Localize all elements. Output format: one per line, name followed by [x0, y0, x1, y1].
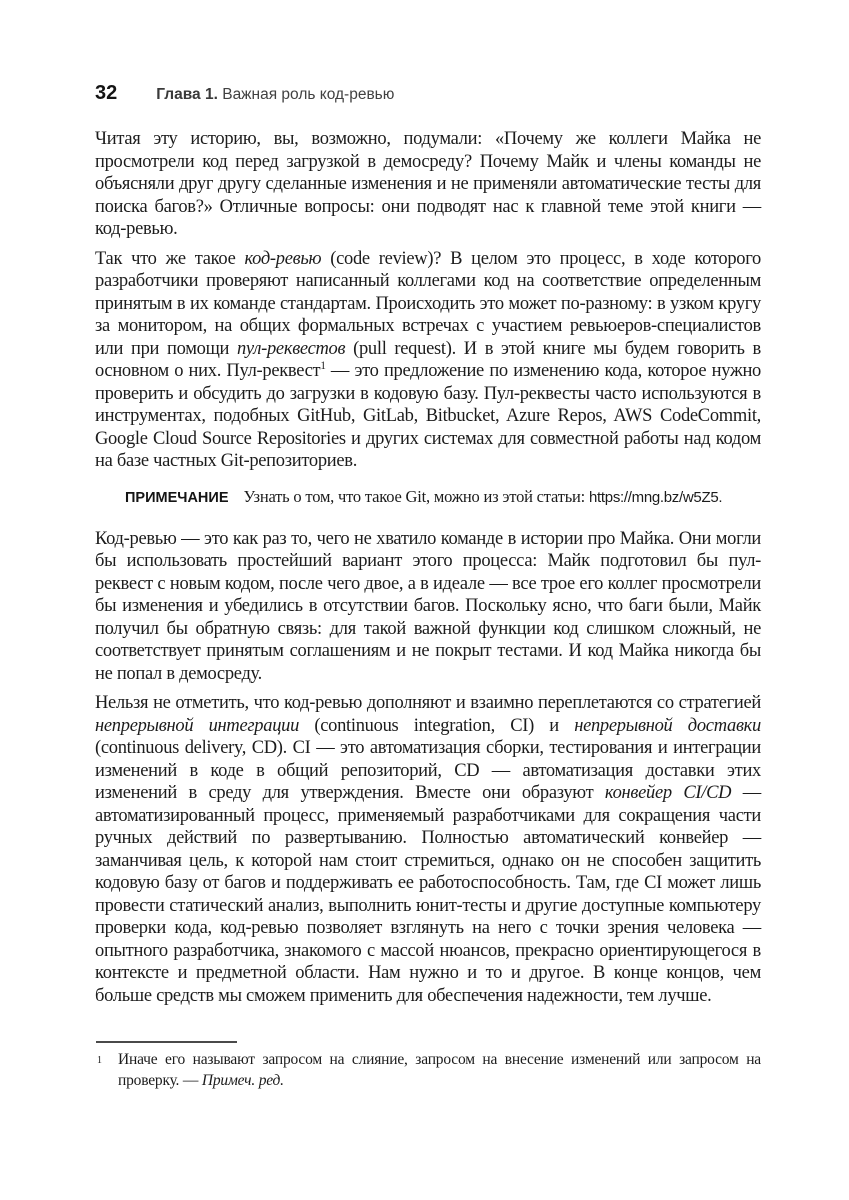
note-url: https://mng.bz/w5Z5: [589, 488, 719, 506]
footnote: [95, 1041, 761, 1091]
footnote-marker: 1: [97, 1055, 102, 1066]
running-header: [95, 82, 761, 105]
note-text: Узнать о том, что такое Git, можно из этой статьи:: [243, 486, 589, 506]
paragraph-ci-cd: Нельзя не отметить, что код-ревью дополняют и взаимно переплетаются со стратегией непрерывной интеграции (continuous integration, CI) и непрерывной доставки (continuous delivery, CD). CI — это автоматизация сборки, тестирования и интеграции изменений в коде в общий репозиторий, CD — автоматизация доставки этих изменений в среду для утверждения. Вместе они образуют конвейер CI/CD — автоматизированный процесс, применяемый разработчиками для сокращения части ручных действий по развертыванию. Полностью автоматический конвейер — заманчивая цель, к которой нам стоит стремиться, однако он не способен защитить кодовую базу от багов и поддерживать ее работоспособность. Там, где CI может лишь провести статический анализ, выполнить юнит-тесты и другие доступные компьютеру проверки кода, код-ревью позволяет взглянуть на него с точки зрения человека — опытного разработчика, знакомого с массой нюансов, прекрасно ориентирующегося в контексте и предметной области. Нам нужно и то и другое. В конце концов, чем больше средств мы сможем применить для обеспечения надежности, тем лучше.: [95, 693, 761, 1006]
page-body: [95, 128, 761, 1014]
paragraph-intro: Читая эту историю, вы, возможно, подумали: «Почему же коллеги Майка не просмотрели код перед загрузкой в демосреду? Почему Майк и члены команды не объясняли друг другу сделанные изменения и не применяли автоматические тесты для поиска багов?» Отличные вопросы: они подводят нас к главной теме этой книги — код-ревью.: [95, 129, 761, 239]
note-url-period: .: [718, 488, 723, 506]
note-label: ПРИМЕЧАНИЕ: [125, 489, 229, 506]
footnote-text: Иначе его называют запросом на слияние, запросом на внесение изменений или запросом на проверку. — Примеч. ред.: [118, 1051, 761, 1089]
footnote-rule: [96, 1041, 237, 1043]
page-number: 32: [95, 82, 118, 104]
chapter-heading: [156, 86, 394, 104]
paragraph-code-review-definition: Так что же такое код-ревью (code review)? В целом это процесс, в ходе которого разработчики проверяют написанный коллегами код на соответствие определенным принятым в их команде стандартам. Происходить это может по-разному: в узком кругу за монитором, на общих формальных встречах с участием ревьюеров-специалистов или при помощи пул-реквестов (pull request). И в этой книге мы будем говорить в основном о них. Пул-реквест$^1$ — это предложение по изменению кода, которое нужно проверить и обсудить до загрузки в кодовую базу. Пул-реквесты часто используются в инструментах, подобных GitHub, GitLab, Bitbucket, Azure Repos, AWS CodeCommit, Google Cloud Source Repositories и других системах для совместной работы над кодом на базе частных Git-репозиториев.: [95, 248, 762, 471]
chapter-label: Глава 1.: [156, 86, 218, 103]
chapter-title: Важная роль код-ревью: [217, 86, 395, 103]
footnote-body: [95, 1050, 761, 1091]
note-box: [125, 486, 761, 509]
paragraph-mike-story: Код-ревью — это как раз то, чего не хватило команде в истории про Майка. Они могли бы использовать простейший вариант этого процесса: Майк подготовил бы пул-реквест с новым кодом, после чего двое, а в идеале — все трое его коллег просмотрели бы изменения и убедились в отсутствии багов. Поскольку ясно, что баги были, Майк получил бы обратную связь: для такой важной функции код слишком сложный, не соответствует принятым соглашениям и не покрыт тестами. И код Майка никогда бы не попал в демосреду.: [95, 528, 761, 684]
